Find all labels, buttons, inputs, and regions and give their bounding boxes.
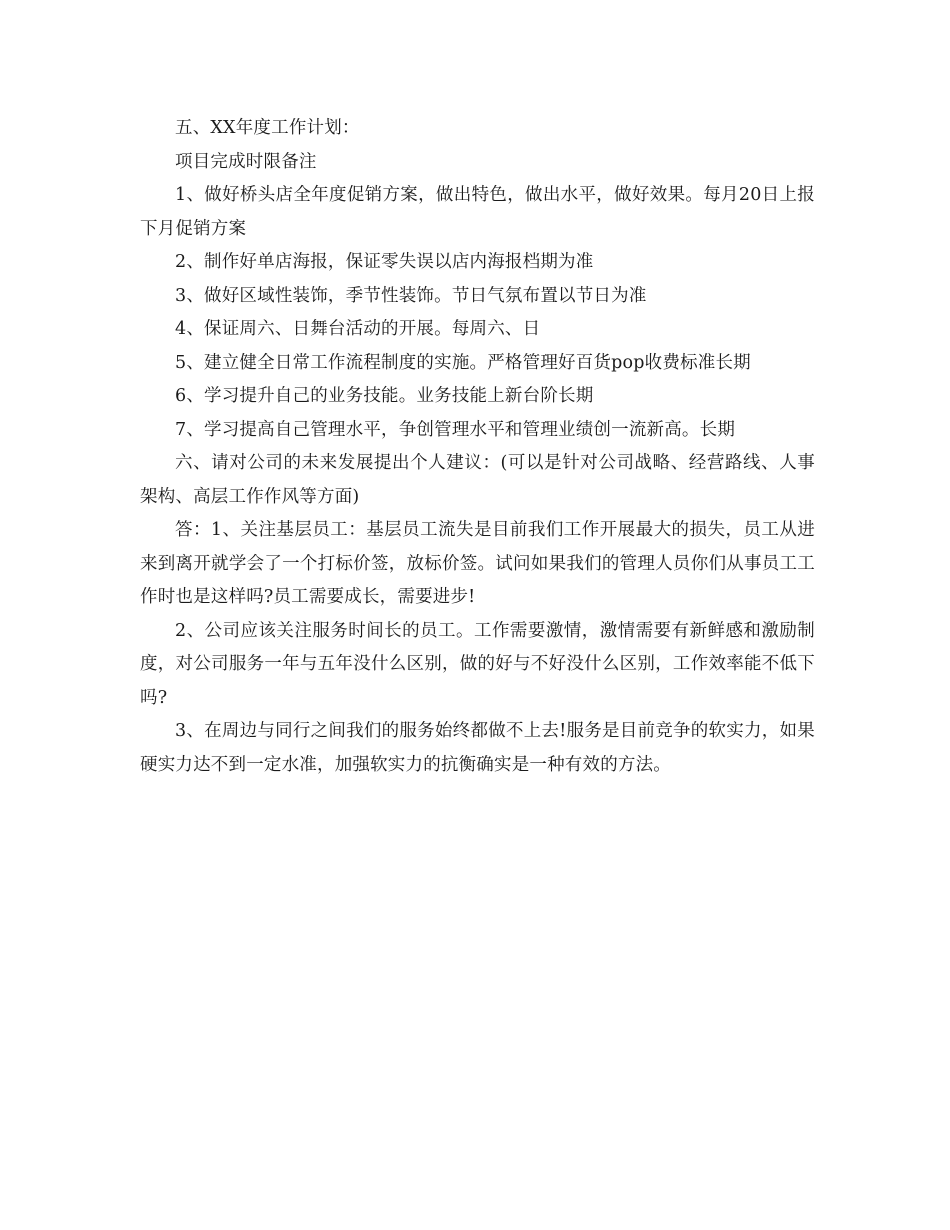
plan-item-6: 6、学习提升自己的业务技能。业务技能上新台阶长期 [175, 386, 594, 406]
plan-item-7: 7、学习提高自己管理水平，争创管理水平和管理业绩创一流新高。长期 [175, 419, 736, 440]
plan-item-4: 4、保证周六、日舞台活动的开展。每周六、日 [175, 319, 541, 339]
plan-item-2: 2、制作好单店海报，保证零失误以店内海报档期为准 [175, 252, 594, 272]
suggestion-answer-1: 答：1、关注基层员工：基层员工流失是目前我们工作开展最大的损失，员工从进来到离开就学会了一个打标价签，放标价签。试问如果我们的管理人员你们从事员工工作时也是这样吗?员工需要成长，需要进步! [140, 520, 815, 607]
section-heading-annual-plan: 五、XX年度工作计划： [175, 118, 360, 138]
plan-item-1: 1、做好桥头店全年度促销方案，做出特色，做出水平，做好效果。每月20日上报下月促销方案 [140, 185, 815, 239]
document-body [140, 112, 815, 782]
suggestion-answer-3: 3、在周边与同行之间我们的服务始终都做不上去!服务是目前竞争的软实力，如果硬实力达不到一定水准，加强软实力的抗衡确实是一种有效的方法。 [140, 721, 815, 775]
plan-table-header: 项目完成时限备注 [175, 151, 317, 172]
plan-item-5: 5、建立健全日常工作流程制度的实施。严格管理好百货pop收费标准长期 [175, 352, 751, 373]
plan-item-3: 3、做好区域性装饰，季节性装饰。节日气氛布置以节日为准 [175, 285, 647, 306]
suggestion-answer-2: 2、公司应该关注服务时间长的员工。工作需要激情，激情需要有新鲜感和激励制度，对公司服务一年与五年没什么区别，做的好与不好没什么区别，工作效率能不低下吗? [140, 620, 815, 708]
section-heading-suggestions: 六、请对公司的未来发展提出个人建议：(可以是针对公司战略、经营路线、人事架构、高层工作作风等方面) [140, 453, 815, 507]
